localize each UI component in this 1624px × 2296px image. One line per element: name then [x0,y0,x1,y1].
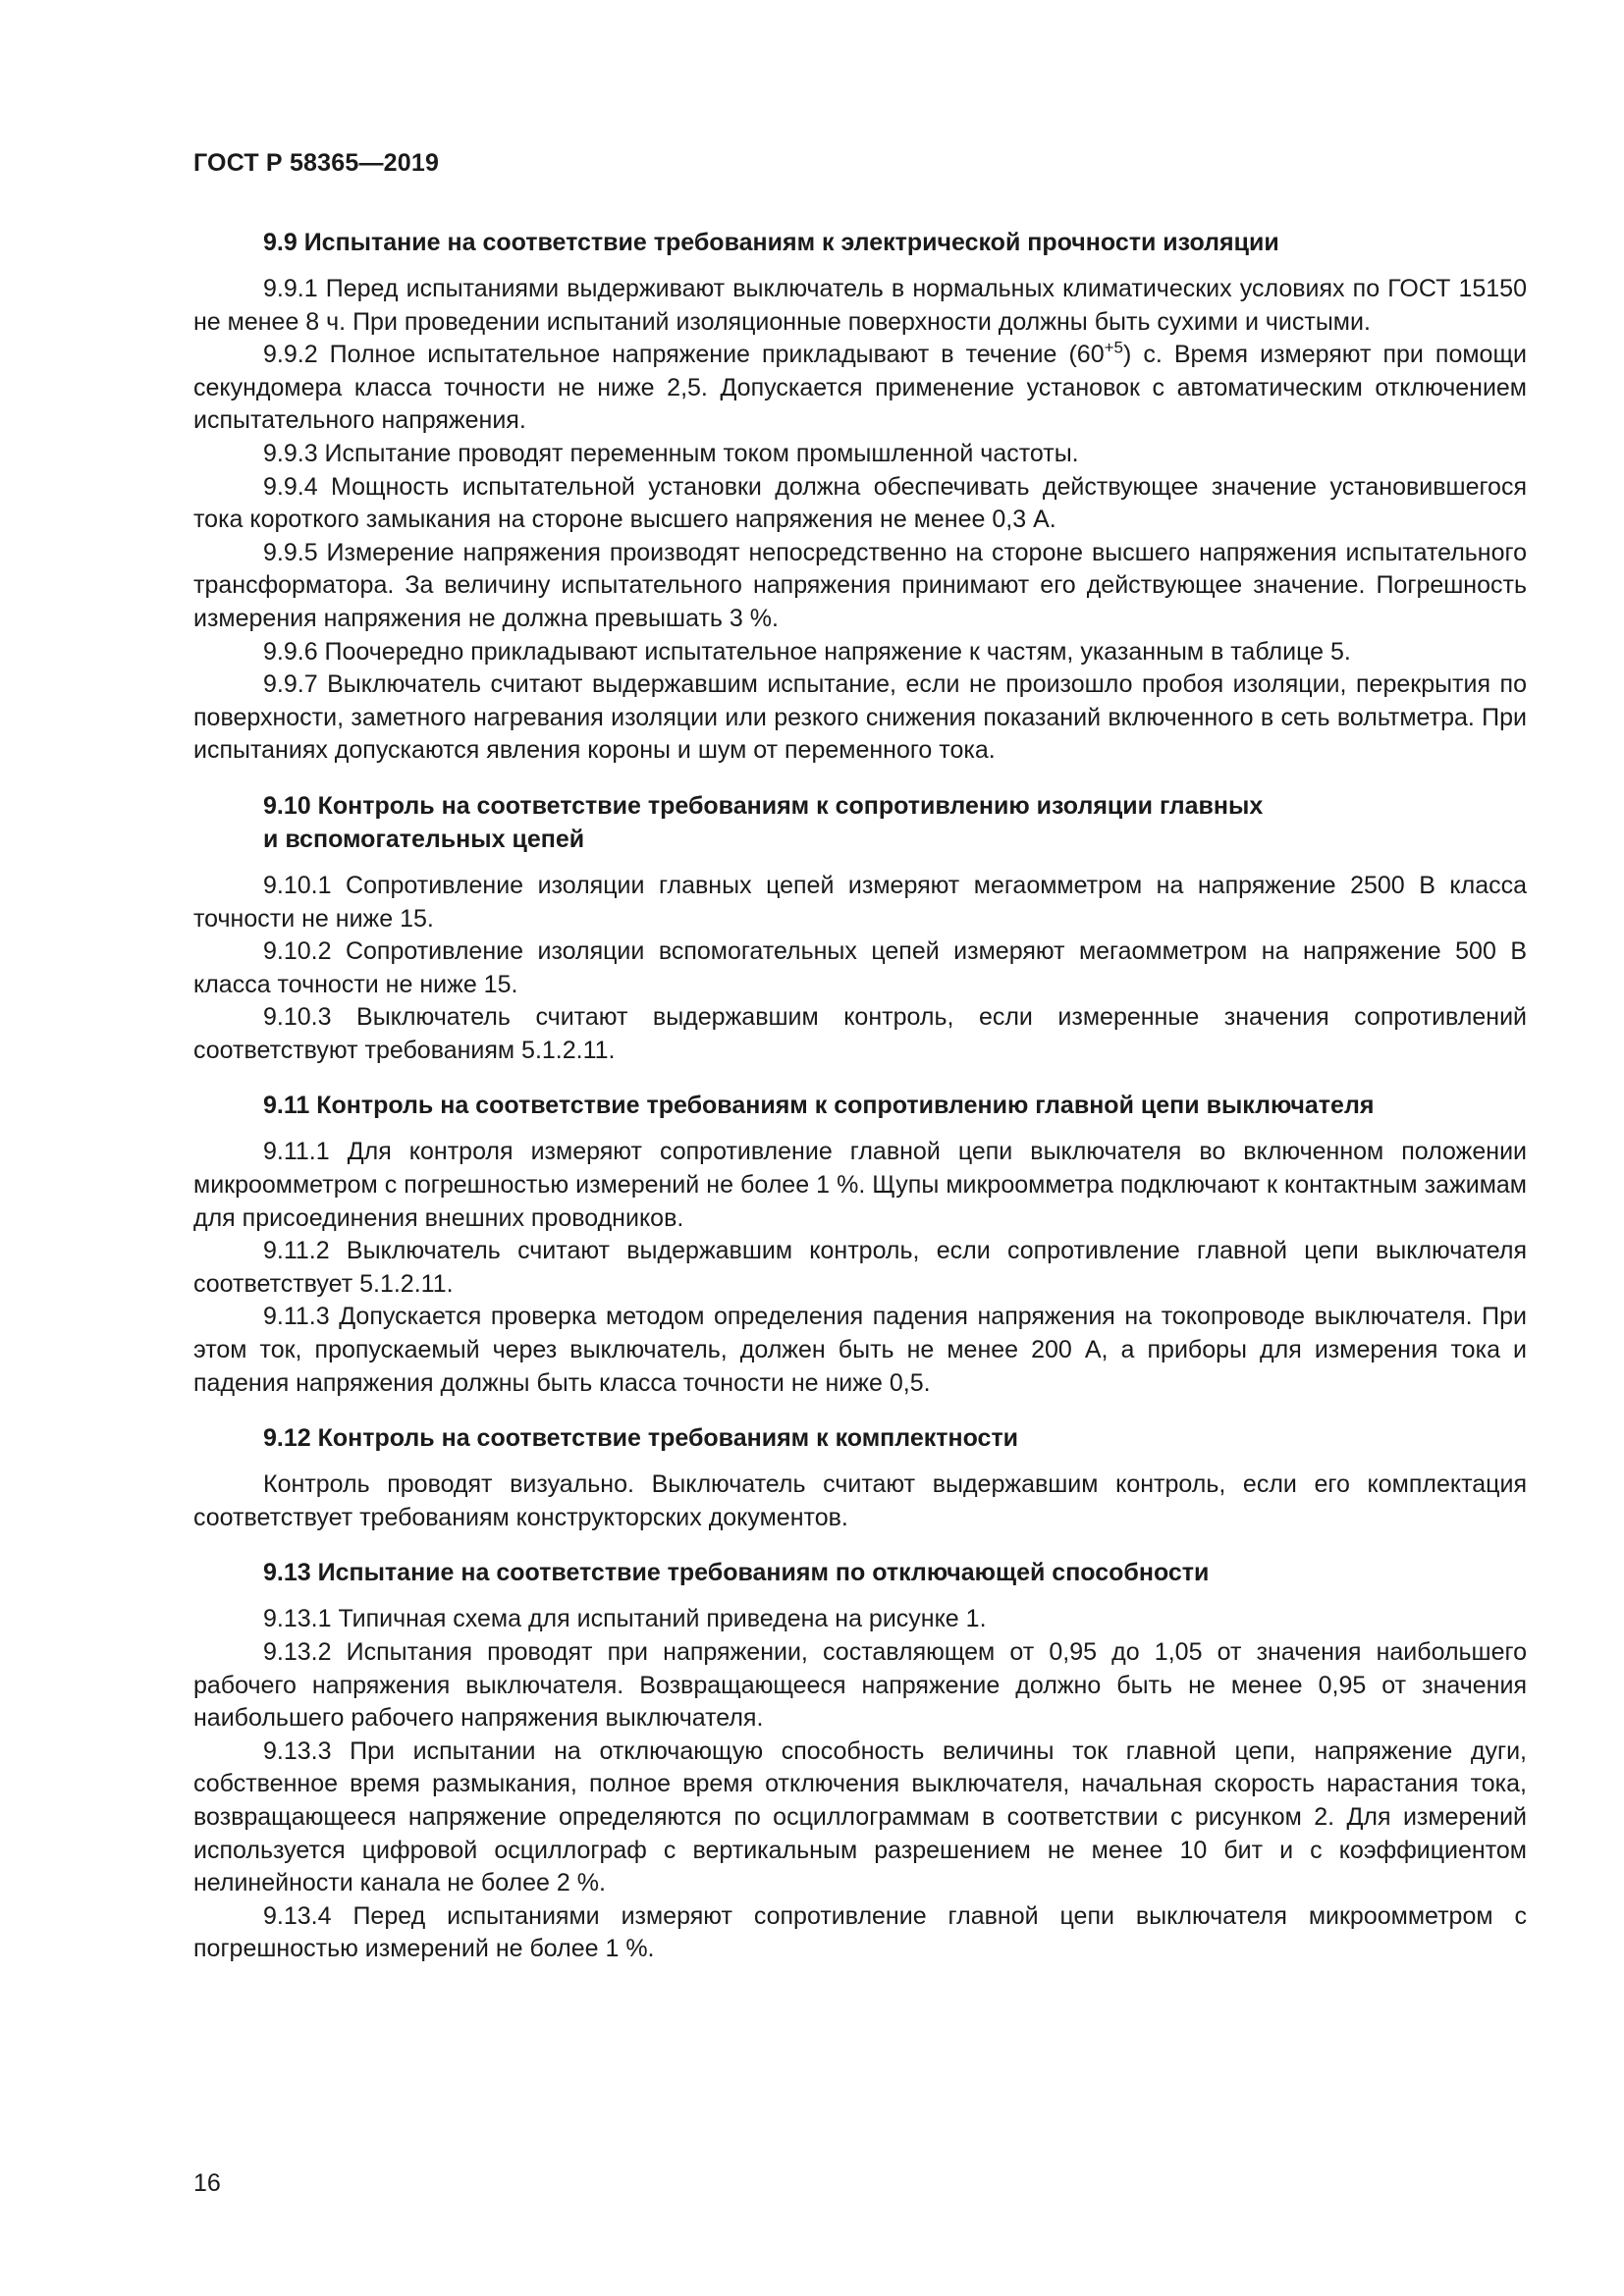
heading-line: 9.10 Контроль на соответствие требованиям к сопротивлению изоляции главных [263,791,1264,820]
section-9-12 [193,1421,1527,1534]
paragraph: 9.11.1 Для контроля измеряют сопротивление главной цепи выключателя во включенном положении микроомметром с погрешностью измерений не более 1 %. Щупы микроомметра подключают к контактным зажимам для присоединения внешних проводников. [193,1138,1527,1232]
section-9-11 [193,1089,1527,1400]
section-heading: 9.11 Контроль на соответствие требованиям к сопротивлению главной цепи выключателя [263,1092,1375,1120]
section-heading: 9.9 Испытание на соответствие требованиям к электрической прочности изоляции [263,229,1279,256]
paragraph: 9.13.2 Испытания проводят при напряжении, составляющем от 0,95 до 1,05 от значения наибольшего рабочего напряжения выключателя. Возвращающееся напряжение должно быть не менее 0,95 от значения наибольшего рабочего напряжения выключателя. [193,1638,1527,1733]
paragraph: 9.9.7 Выключатель считают выдержавшим испытание, если не произошло пробоя изоляции, перекрытия по поверхности, заметного нагревания изоляции или резкого снижения показаний включенного в сеть вольтметра. При испытаниях допускаются явления короны и шум от переменного тока. [193,670,1527,765]
section-heading: 9.12 Контроль на соответствие требованиям к комплектности [263,1424,1019,1453]
document-body [193,226,1527,1988]
paragraph: Контроль проводят визуально. Выключатель считают выдержавшим контроль, если его комплектация соответствует требованиям конструкторских документов. [193,1470,1527,1531]
paragraph: 9.9.4 Мощность испытательной установки должна обеспечивать действующее значение установившегося тока короткого замыкания на стороне высшего напряжения не менее 0,3 А. [193,472,1527,534]
paragraph: 9.10.1 Сопротивление изоляции главных цепей измеряют мегаомметром на напряжение 2500 В класса точности не ниже 15. [193,871,1527,933]
section-9-13 [193,1556,1527,1966]
section-heading [193,789,1527,856]
paragraph-9-9-2 [193,339,1527,438]
document-code-header: ГОСТ Р 58365—2019 [193,149,440,177]
paragraph: 9.9.6 Поочередно прикладывают испытательное напряжение к частям, указанным в таблице 5. [263,637,1351,666]
page-number: 16 [193,2169,221,2197]
paragraph: 9.10.3 Выключатель считают выдержавшим контроль, если измеренные значения сопротивлений соответствуют требованиям 5.1.2.11. [193,1003,1527,1064]
paragraph: 9.10.2 Сопротивление изоляции вспомогательных цепей измеряют мегаомметром на напряжение 500 В класса точности не ниже 15. [193,937,1527,998]
paragraph: 9.9.5 Измерение напряжения производят непосредственно на стороне высшего напряжения испытательного трансформатора. За величину испытательного напряжения принимают его действующее значение. Погрешность измерения напряжения не должна превышать 3 %. [193,538,1527,632]
paragraph: 9.13.4 Перед испытаниями измеряют сопротивление главной цепи выключателя микроомметром с погрешностью измерений не более 1 %. [193,1901,1527,1963]
paragraph: 9.13.3 При испытании на отключающую способность величины ток главной цепи, напряжение дуги, собственное время размыкания, полное время отключения выключателя, начальная скорость нарастания тока, возвращающееся напряжение определяются по осциллограммам в соответствии с рисунком 2. Для измерений используется цифровой осциллограф с вертикальным разрешением не менее 10 бит и с коэффициентом нелинейности канала не более 2 %. [193,1736,1527,1897]
paragraph: 9.13.1 Типичная схема для испытаний приведена на рисунке 1. [263,1605,987,1633]
tolerance-superscript: +5 [1104,338,1123,357]
section-heading: 9.13 Испытание на соответствие требованиям по отключающей способности [263,1559,1210,1587]
heading-line: и вспомогательных цепей [263,825,585,853]
section-9-10 [193,789,1527,1068]
paragraph: 9.9.1 Перед испытаниями выдерживают выключатель в нормальных климатических условиях по ГОСТ 15150 не менее 8 ч. При проведении испытаний изоляционные поверхности должны быть сухими и чистыми. [193,275,1527,336]
paragraph-text: ) с. Время измеряют при помощи секундомера класса точности не ниже 2,5. Допускается применение установок с автоматическим отключением испытательного напряжения. [193,341,1527,435]
paragraph: 9.9.3 Испытание проводят переменным током промышленной частоты. [263,439,1079,467]
section-9-9 [193,226,1527,768]
paragraph: 9.11.2 Выключатель считают выдержавшим контроль, если сопротивление главной цепи выключателя соответствует 5.1.2.11. [193,1237,1527,1298]
paragraph: 9.11.3 Допускается проверка методом определения падения напряжения на токопроводе выключателя. При этом ток, пропускаемый через выключатель, должен быть не менее 200 А, а приборы для измерения тока и падения напряжения должны быть класса точности не ниже 0,5. [193,1303,1527,1397]
paragraph-text: 9.9.2 Полное испытательное напряжение прикладывают в течение (60 [263,341,1105,369]
